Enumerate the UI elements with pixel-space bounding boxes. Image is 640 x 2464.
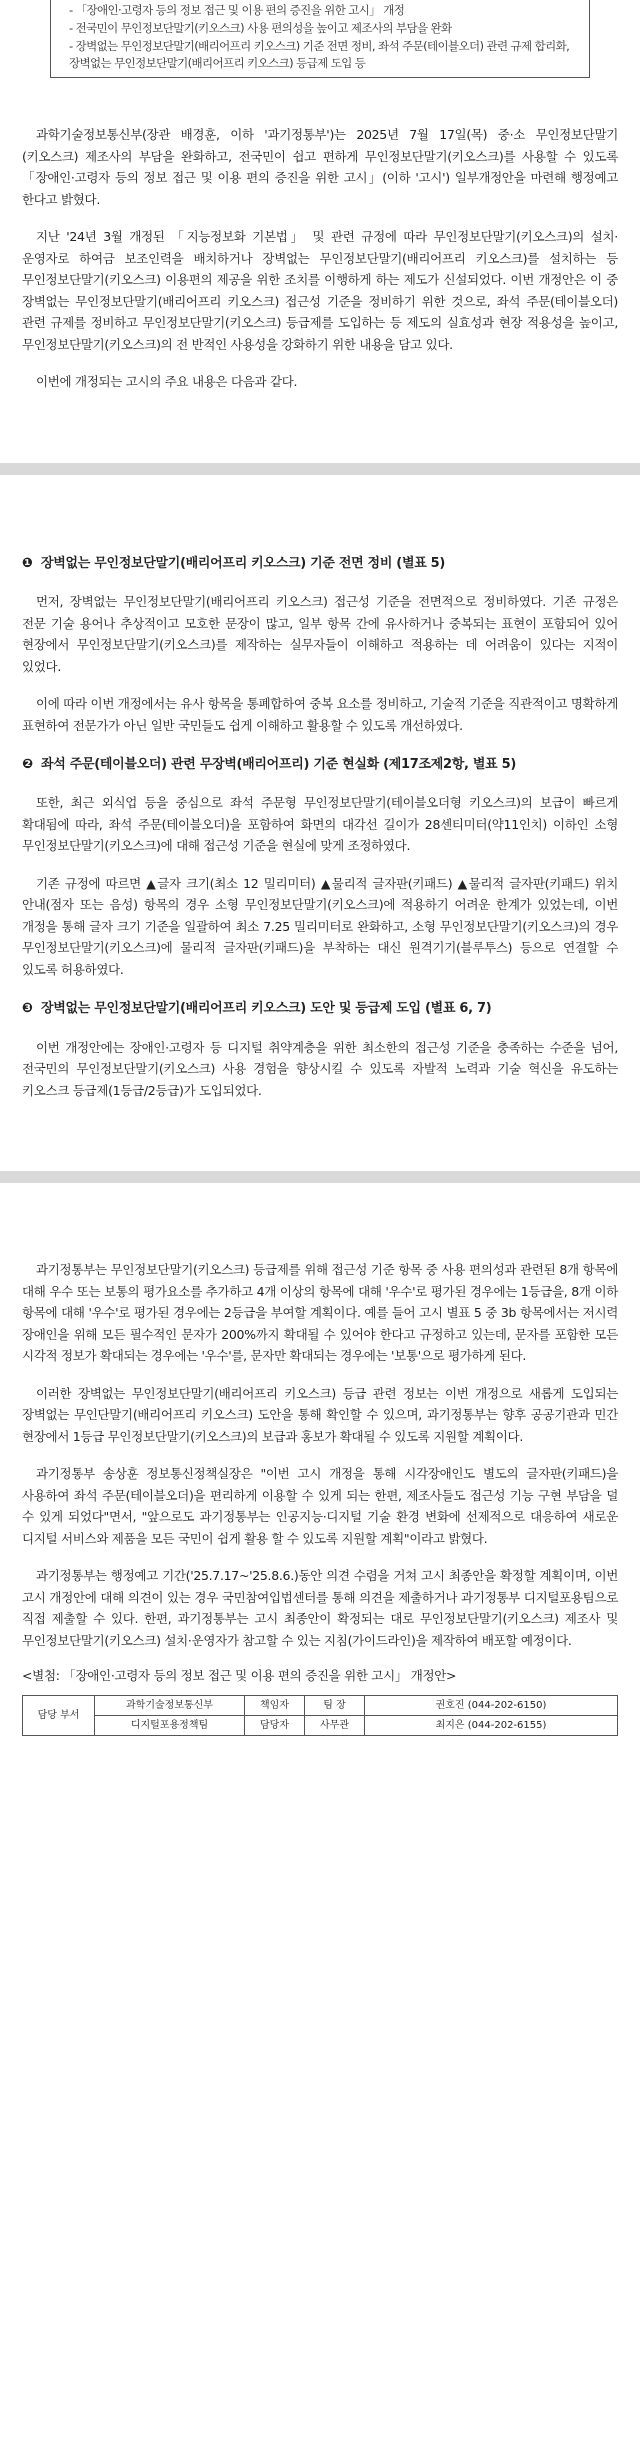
table-row [23, 1695, 618, 1715]
section-paragraph: 이에 따라 이번 개정에서는 유사 항목을 통폐합하여 중복 요소를 정비하고, 기술적 기준을 직관적이고 명확하게 표현하여 전문가가 아닌 일반 국민들도 쉽게 이해하고 활용할 수 있도록 개선하였다. [22, 696, 618, 733]
summary-item: - 전국민이 무인정보단말기(키오스크) 사용 편의성을 높이고 제조사의 부담을 완화 [69, 20, 452, 35]
section-heading-text: 장벽없는 무인정보단말기(배리어프리 키오스크) 기준 전면 정비 (별표 5) [40, 555, 446, 571]
summary-box [50, 0, 590, 78]
intro-paragraph: 과학기술정보통신부(장관 배경훈, 이하 '과기정통부')는 2025년 7월 17일(목) 중·소 무인정보단말기(키오스크) 제조사의 부담을 완화하고, 전국민이 쉽고 편하게 무인정보단말기(키오스크)를 사용할 수 있도록 「장애인·고령자 등의 정보 접근 및 이용 편의 증진을 위한 고시」(이하 '고시') 일부개정안을 마련해 행정예고 한다고 밝혔다. [22, 127, 618, 207]
contact-dept: 디지털포용정책팀 [95, 1715, 245, 1735]
contact-title: 사무관 [305, 1715, 365, 1735]
intro-section [22, 78, 618, 463]
contacts-table [22, 1695, 618, 1736]
contact-dept: 과학기술정보통신부 [95, 1695, 245, 1715]
contact-title: 팀 장 [305, 1695, 365, 1715]
section-number-icon: ❷ [22, 757, 33, 773]
section-heading-text: 좌석 주문(테이블오더) 관련 무장벽(배리어프리) 기준 현실화 (제17조제2항, 별표 5) [40, 757, 516, 773]
section-heading-1 [22, 553, 618, 575]
closing-paragraph: 과기정통부는 행정예고 기간('25.7.17~'25.8.6.)동안 의견 수렴을 거쳐 고시 최종안을 확정할 계획이며, 이번 고시 개정안에 대해 의견이 있는 경우 국민참여입법센터를 통해 의견을 제출하거나 과기정통부 디지털포용팀으로 직접 제출할 수 있다. 한편, 과기정통부는 고시 최종안이 확정되는 대로 무인정보단말기(키오스크) 제조사 및 무인정보단말기(키오스크) 설치·운영자가 참고할 수 있는 지침(가이드라인)을 제작하여 배포할 예정이다. [22, 1568, 618, 1648]
contact-person: 권호진 (044-202-6150) [365, 1695, 618, 1715]
contact-role: 담당자 [245, 1715, 305, 1735]
section-heading-2 [22, 754, 618, 776]
summary-item: - 「장애인·고령자 등의 정보 접근 및 이용 편의 증진을 위한 고시」 개정 [69, 3, 405, 17]
table-row [23, 1715, 618, 1735]
page-break-band [0, 463, 640, 475]
page-break-band [0, 1171, 640, 1183]
press-release [0, 0, 640, 463]
contact-person: 최지은 (044-202-6155) [365, 1715, 618, 1735]
contacts-label: 담당 부서 [23, 1695, 95, 1735]
section-paragraph: 기존 규정에 따르면 ▲글자 크기(최소 12 밀리미터) ▲물리적 글자판(키패드) ▲물리적 글자판(키패드) 위치 안내(점자 또는 음성) 항목의 경우 소형 무인정보단말기(키오스크)에 적용하기 어려운 한계가 있었는데, 이번 개정을 통해 글자 크기 기준을 일괄하여 최소 7.25 밀리미터로 완화하고, 소형 무인정보단말기(키오스크)의 경우 무인정보단말기(키오스크)에 물리적 글자판(키패드)을 부착하는 대신 원격기기(블루투스) 등으로 연결할 수 있도록 허용하였다. [22, 875, 618, 977]
closing-paragraph: 과기정통부 송상훈 정보통신정책실장은 "이번 고시 개정을 통해 시각장애인도 별도의 글자판(키패드)을 사용하여 좌석 주문(테이블오더)을 편리하게 이용할 수 있게 되는 한편, 제조사들도 접근성 기능 구현 부담을 덜 수 있게 되었다"면서, "앞으로도 과기정통부는 인공지능·디지털 기술 환경 변화에 선제적으로 대응하여 새로운 디지털 서비스와 제품을 모든 국민이 쉽게 활용 할 수 있도록 지원할 계획"이라고 밝혔다. [22, 1466, 618, 1546]
section-paragraph: 먼저, 장벽없는 무인정보단말기(배리어프리 키오스크) 접근성 기준을 전면적으로 정비하였다. 기존 규정은 전문 기술 용어나 추상적이고 모호한 문장이 많고, 일부 항목 간에 유사하거나 중복되는 표현이 포함되어 있어 현장에서 무인정보단말기(키오스크)를 제작하는 실무자들이 이해하고 적용하는 데 어려움이 있다는 지적이 있었다. [22, 594, 618, 674]
section-number-icon: ❸ [22, 1001, 33, 1017]
section-paragraph: 이번 개정안에는 장애인·고령자 등 디지털 취약계층을 위한 최소한의 접근성 기준을 충족하는 수준을 넘어, 전국민의 무인정보단말기(키오스크) 사용 경험을 향상시킬 수 있도록 자발적 노력과 기술 혁신을 유도하는 키오스크 등급제(1등급/2등급)가 도입되었다. [22, 1039, 618, 1098]
closing-section [22, 1183, 618, 1740]
intro-paragraph: 지난 '24년 3월 개정된 「지능정보화 기본법」 및 관련 규정에 따라 무인정보단말기(키오스크)의 설치·운영자로 하여금 보조인력을 배치하거나 장벽없는 무인정보단말기(배리어프리 키오스크)를 설치하는 등 무인정보단말기(키오스크) 이용편의 제공을 위한 조치를 이행하게 하는 제도가 신설되었다. 이번 개정안은 이 중 장벽없는 무인정보단말기(배리어프리 키오스크) 접근성 기준을 정비하기 위한 것으로, 좌석 주문(테이블오더) 관련 규제를 정비하고 무인정보단말기(키오스크) 등급제를 도입하는 등 제도의 실효성과 현장 적용성을 높이고, 무인정보단말기(키오스크)의 전 반적인 사용성을 강화하기 위한 내용을 담고 있다. [22, 229, 618, 352]
closing-paragraph: 과기정통부는 무인정보단말기(키오스크) 등급제를 위해 접근성 기준 항목 중 사용 편의성과 관련된 8개 항목에 대해 우수 또는 보통의 평가요소를 추가하고 4개 이상의 항목에 대해 '우수'로 평가된 경우에는 1등급을, 8개 이하 항목에 대해 '우수'로 평가된 경우에는 2등급을 부여할 계획이다. 예를 들어 고시 별표 5 중 3b 항목에서는 저시력 장애인을 위해 모든 필수적인 문자가 200%까지 확대될 수 있어야 한다고 규정하고 있는데, 문자를 포함한 모든 시각적 정보가 확대되는 경우에는 '우수'를, 문자만 확대되는 경우에는 '보통'으로 평가하게 된다. [22, 1262, 618, 1364]
section-number-icon: ❶ [22, 555, 33, 571]
section-paragraph: 또한, 최근 외식업 등을 중심으로 좌석 주문형 무인정보단말기(테이블오더형 키오스크)의 보급이 빠르게 확대됨에 따라, 좌석 주문(테이블오더)을 포함하여 화면의 대각선 길이가 28센티미터(약11인치) 이하인 소형 무인정보단말기(키오스크)에 대해 접근성 기준을 현실에 맞게 조정하였다. [22, 795, 618, 854]
section-heading-3 [22, 998, 618, 1020]
attachment-note: <별첨: 「장애인·고령자 등의 정보 접근 및 이용 편의 증진을 위한 고시」 개정안> [22, 1668, 457, 1684]
intro-paragraph: 이번에 개정되는 고시의 주요 내용은 다음과 같다. [36, 374, 298, 390]
section-heading-text: 장벽없는 무인정보단말기(배리어프리 키오스크) 도안 및 등급제 도입 (별표 6, 7) [40, 1001, 492, 1017]
summary-item: - 장벽없는 무인정보단말기(배리어프리 키오스크) 기준 전면 정비, 좌석 주문(테이블오더) 관련 규제 합리화, 장벽없는 무인정보단말기(배리어프리 키오스크) 등급제 도입 등 [69, 38, 570, 71]
contact-role: 책임자 [245, 1695, 305, 1715]
closing-paragraph: 이러한 장벽없는 무인정보단말기(배리어프리 키오스크) 등급 관련 정보는 이번 개정으로 새롭게 도입되는 장벽없는 무인단말기(배리어프리 키오스크) 도안을 통해 확인할 수 있으며, 과기정통부는 향후 공공기관과 민간 현장에서 1등급 무인정보단말기(키오스크)의 보급과 홍보가 확대될 수 있도록 지원할 계획이다. [22, 1385, 618, 1444]
main-content-section [22, 475, 618, 1172]
